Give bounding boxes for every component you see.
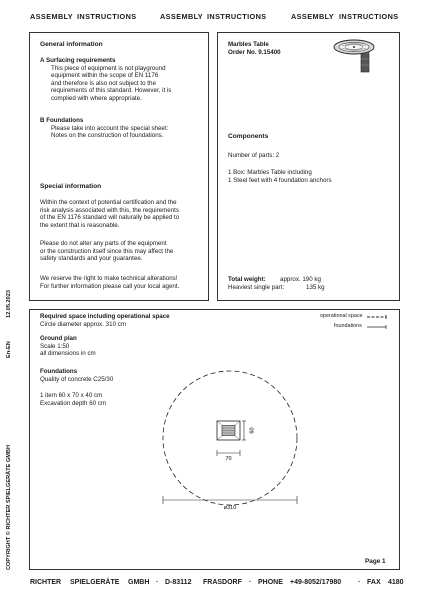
surfacing-line: equipment within the scope of EN 1176 [51,72,159,79]
header-instructions-2: INSTRUCTIONS [207,12,267,21]
special-line: For further information please call your local agent. [40,282,180,290]
legend-foundations-line [366,325,388,329]
footer-company: SPIELGERÄTE [70,579,120,586]
footer-company: RICHTER [30,579,62,586]
foundation-footprint [217,421,240,440]
side-copyright: COPYRIGHT © RICHTER SPIELGERÄTE GMBH [6,444,12,570]
side-language: En-EN [6,341,12,358]
heaviest-part-label: Heaviest single part: [228,283,285,291]
footer-phone-number: +49-8052/17980 [290,579,342,586]
header-instructions-3: INSTRUCTIONS [339,12,399,21]
order-number: Order No. 9.15400 [228,48,281,56]
special-information-title: Special information [40,183,102,190]
footer-city: FRASDORF [203,579,242,586]
special-line: Please do not alter any parts of the equipment [40,240,167,247]
foundations-title: Foundations [40,368,78,375]
height-dimension [242,421,246,440]
dimension-units: all dimensions in cm [40,350,96,357]
footer-separator: · [156,579,159,586]
product-name: Marbles Table [228,41,269,48]
marbles-table-illustration [330,37,394,77]
footer-separator: · [358,579,361,586]
dimension-height-label: 60 [249,427,256,434]
scale: Scale 1:50 [40,342,70,350]
components-title: Components [228,133,269,140]
foundations-line: Notes on the construction of foundations. [51,132,164,139]
general-information-panel [29,32,209,301]
product-panel [217,32,400,301]
ground-plan-title: Ground plan [40,335,77,342]
surfacing-line: and therefore is also not subject to the [51,79,156,87]
footer-fax-number: 4180 [388,579,404,586]
special-line: Within the context of potential certification and the [40,199,177,206]
surfacing-line: This piece of equipment is not playground [51,64,166,72]
special-line: risk analysis associated with this, the requirements [40,206,179,214]
special-line: the extent that is reasonable. [40,221,120,229]
dimension-width-label: 70 [225,456,232,462]
surfacing-heading: A Surfacing requirements [40,57,116,64]
diameter-dimension [163,496,297,504]
required-space-title: Required space including operational space [40,313,170,320]
page-footer [30,579,420,589]
special-line: or the construction itself since this may affect the [40,247,174,255]
surfacing-line: requirements of this standard. However, it is [51,87,172,94]
footer-phone-label: PHONE [258,579,283,586]
heaviest-part-value: 135 kg [306,283,325,291]
component-item: 1 Box: Marbles Table including [228,169,312,176]
page-number: Page 1 [365,558,386,565]
excavation-depth: Excavation depth 60 cm [40,399,107,407]
header-assembly-3: ASSEMBLY [291,12,335,21]
concrete-quality: Quality of concrete C25/30 [40,375,114,383]
footer-postcode: D-83112 [165,579,192,586]
total-weight-value: approx. 190 kg [280,276,321,283]
legend-operational-label: operational space [320,313,363,319]
header-assembly-2: ASSEMBLY [160,12,204,21]
circle-diameter: Circle diameter approx. 310 cm [40,320,126,328]
footer-fax-label: FAX [367,579,381,586]
header-assembly-1: ASSEMBLY [30,12,74,21]
total-weight-label: Total weight: [228,276,266,283]
page-header [0,12,424,24]
legend-operational-line [366,315,388,319]
legend-foundations-label: foundations [334,323,362,329]
component-item: 1 Steel feet with 4 foundation anchors [228,176,332,184]
foundation-item: 1 item 60 x 70 x 40 cm [40,392,103,399]
special-line: of the EN 1176 standard will naturally be applied to [40,214,180,221]
ground-plan-panel [29,309,400,570]
plan-drawing [150,358,310,518]
special-line: safety standards and your guarantee. [40,255,143,262]
general-title: General information [40,41,103,48]
number-of-parts: Number of parts: 2 [228,152,280,159]
side-date: 12.05.2023 [6,290,12,318]
foundations-heading: B Foundations [40,117,84,124]
footer-separator: · [249,579,252,586]
foundations-line: Please take into account the special sheet: [51,124,169,132]
footer-company: GMBH [128,579,150,586]
surfacing-line: complied with where appropriate. [51,94,142,102]
header-instructions-1: INSTRUCTIONS [77,12,137,21]
special-line: We reserve the right to make technical alterations! [40,275,178,282]
dimension-diameter-label: ø310 [223,505,237,511]
